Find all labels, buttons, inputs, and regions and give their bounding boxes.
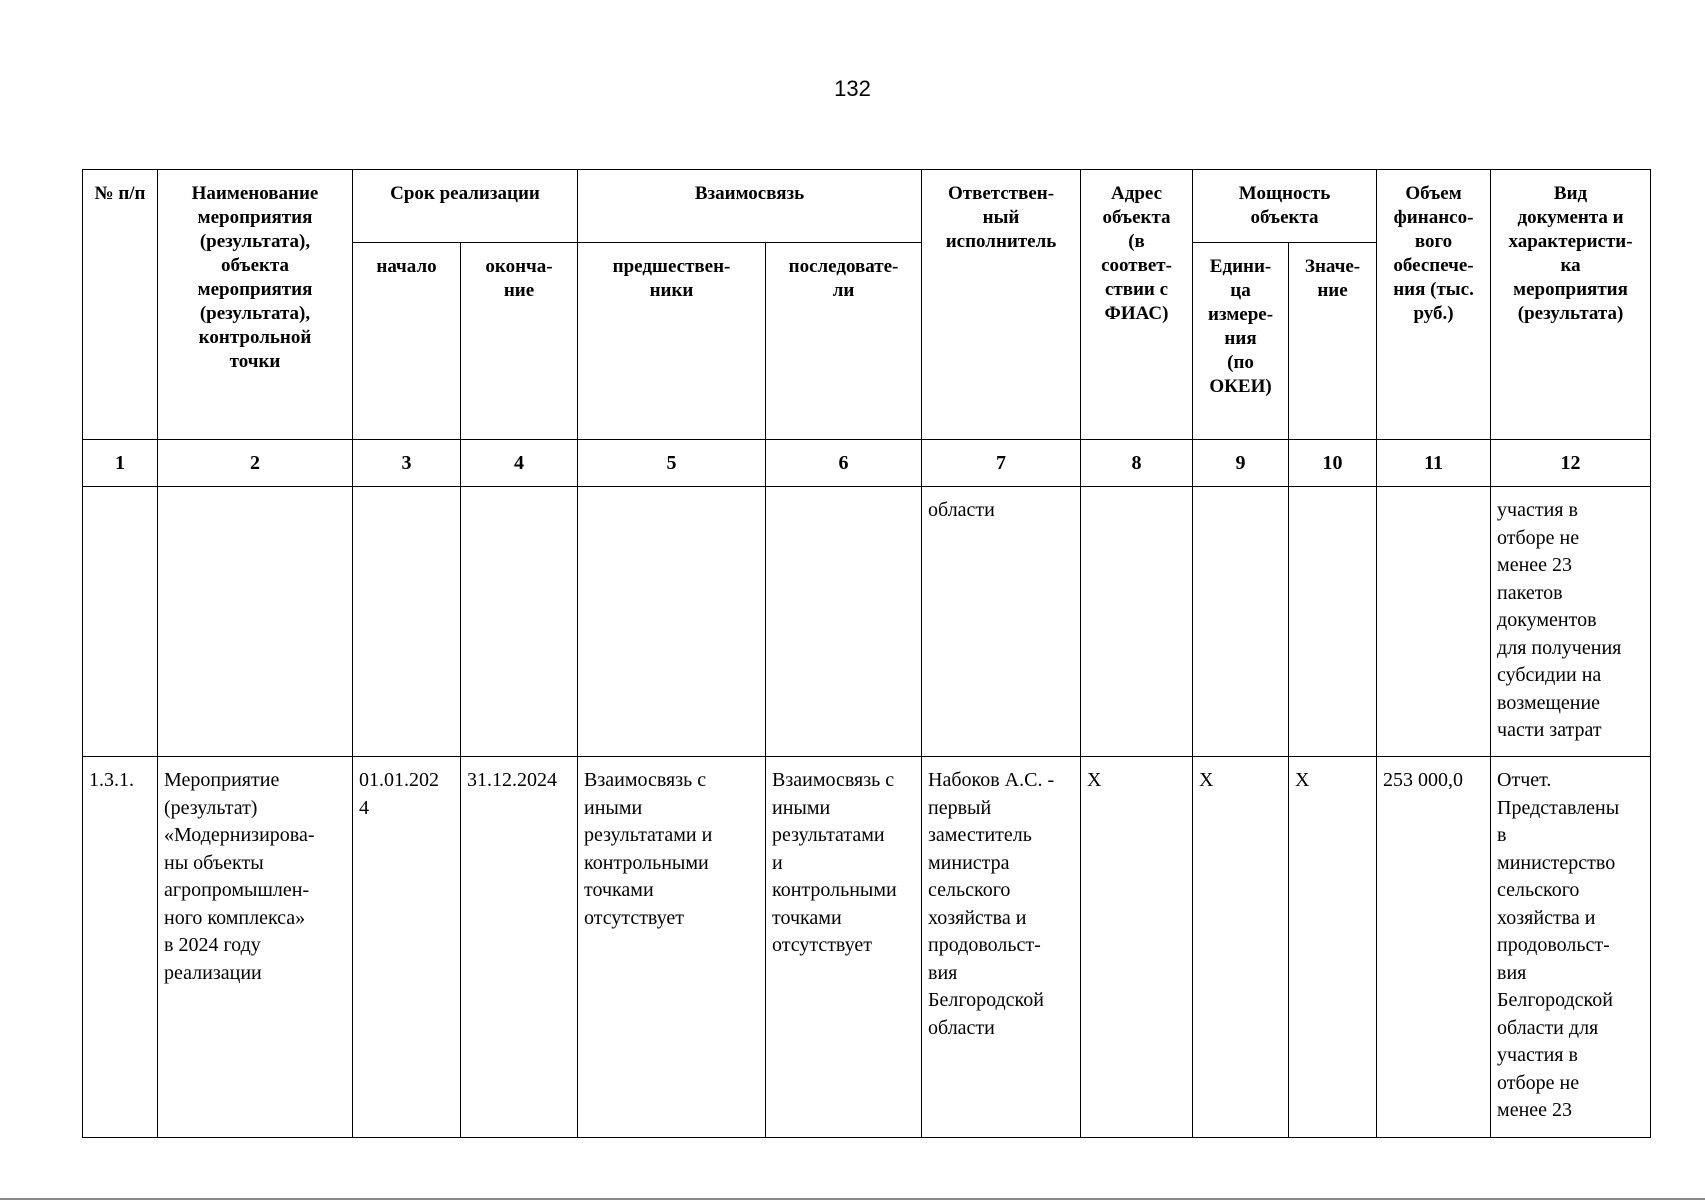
cell-start: [353, 487, 461, 757]
column-number: 5: [578, 440, 766, 487]
text-line: Взаимосвязь с: [772, 769, 895, 791]
text-line: документов: [1497, 609, 1597, 631]
header-name: [158, 170, 353, 440]
text-line: 4: [359, 796, 369, 819]
events-table: [82, 169, 1651, 1138]
text-line: X: [1199, 769, 1214, 791]
header-period: Срок реализации: [353, 170, 578, 243]
cell-responsible: [922, 757, 1081, 1138]
cell-name: [158, 757, 353, 1138]
header-doc-type: [1491, 170, 1651, 440]
column-number: 9: [1193, 440, 1289, 487]
column-numbers-row: [83, 440, 1651, 487]
text-line: менее 23: [1497, 1099, 1573, 1121]
text-line: продовольст-: [1497, 934, 1610, 956]
column-number: 12: [1491, 440, 1651, 487]
text-line: характеристи-: [1508, 231, 1633, 252]
text-line: Вид: [1553, 183, 1588, 204]
cell-responsible: [922, 487, 1081, 757]
cell-address: [1081, 757, 1193, 1138]
text-line: последовате-: [788, 256, 899, 277]
text-line: Мощность: [1238, 183, 1331, 204]
text-line: Белгородской: [928, 989, 1044, 1011]
cell-unit: [1193, 487, 1289, 757]
text-line: объекта: [1102, 207, 1171, 228]
text-line: ние: [503, 280, 535, 301]
header-responsible: [922, 170, 1081, 440]
text-line: в: [1497, 824, 1507, 846]
text-line: вия: [1497, 961, 1527, 984]
text-line: для получения: [1497, 636, 1622, 659]
text-line: измере-: [1208, 304, 1274, 325]
text-line: ния: [1224, 328, 1257, 349]
text-line: продовольст-: [928, 934, 1041, 956]
text-line: ного комплекса»: [164, 906, 306, 929]
text-line: (результата): [1517, 303, 1624, 324]
text-line: точками: [772, 906, 842, 929]
cell-value: [1289, 487, 1377, 757]
text-line: Едини-: [1209, 256, 1272, 277]
header-value: [1289, 243, 1377, 440]
column-number: 4: [461, 440, 578, 487]
text-line: предшествен-: [612, 256, 731, 277]
text-line: хозяйства и: [928, 906, 1027, 929]
text-line: Мероприятие: [164, 769, 280, 791]
text-line: ны объекты: [164, 851, 264, 874]
text-line: (результата),: [199, 303, 311, 324]
cell-unit: [1193, 757, 1289, 1138]
text-line: (результата),: [199, 231, 311, 252]
text-line: заместитель: [928, 824, 1032, 846]
text-line: Взаимосвязь с: [584, 769, 707, 791]
cell-financing: [1377, 487, 1491, 757]
text-line: участия в: [1497, 499, 1578, 521]
text-line: части затрат: [1497, 719, 1602, 741]
text-line: Набоков А.С. -: [928, 769, 1055, 791]
table-row: [83, 757, 1651, 1138]
text-line: отборе не: [1497, 1071, 1580, 1094]
cell-number: [83, 487, 158, 757]
text-line: министерство: [1497, 851, 1616, 874]
text-line: 31.12.2024: [467, 769, 557, 791]
text-line: (в: [1128, 231, 1145, 252]
column-number: 7: [922, 440, 1081, 487]
text-line: оконча-: [485, 256, 553, 277]
text-line: агропромышлен-: [164, 879, 310, 901]
text-line: результатами: [772, 824, 885, 846]
text-line: (по: [1227, 352, 1254, 373]
text-line: отборе не: [1497, 526, 1580, 549]
cell-name: [158, 487, 353, 757]
text-line: области для: [1497, 1016, 1599, 1039]
text-line: объекта: [220, 255, 290, 276]
text-line: возмещение: [1497, 691, 1601, 714]
text-line: области: [928, 1016, 995, 1039]
text-line: ОКЕИ): [1209, 376, 1272, 397]
header-start: начало: [353, 243, 461, 440]
text-line: объекта: [1250, 207, 1319, 228]
text-line: в 2024 году: [164, 934, 261, 956]
cell-successors: [766, 757, 922, 1138]
text-line: контрольной: [198, 327, 312, 348]
text-line: ние: [1317, 280, 1348, 301]
text-line: ствии с: [1104, 279, 1169, 300]
text-line: ники: [649, 280, 694, 301]
cell-number: [83, 757, 158, 1138]
text-line: 253 000,0: [1383, 769, 1464, 791]
text-line: Наименование: [191, 183, 319, 204]
text-line: мероприятия: [197, 279, 313, 300]
column-number: 8: [1081, 440, 1193, 487]
column-number: 1: [83, 440, 158, 487]
text-line: области: [928, 499, 995, 521]
header-financing: [1377, 170, 1491, 440]
text-line: ца: [1230, 280, 1251, 301]
text-line: точками: [584, 879, 654, 901]
text-line: 01.01.202: [359, 769, 439, 791]
text-line: исполнитель: [945, 231, 1057, 252]
text-line: контрольными: [584, 851, 709, 874]
cell-doc-type: [1491, 487, 1651, 757]
text-line: иными: [584, 796, 643, 819]
header-relation: Взаимосвязь: [578, 170, 922, 243]
text-line: министра: [928, 851, 1010, 874]
cell-doc-type: [1491, 757, 1651, 1138]
cell-financing: [1377, 757, 1491, 1138]
text-line: субсидии на: [1497, 664, 1602, 686]
text-line: Объем: [1405, 183, 1462, 204]
text-line: результатами и: [584, 824, 713, 846]
text-line: соответ-: [1101, 255, 1172, 276]
text-line: финансо-: [1393, 207, 1474, 228]
text-line: точки: [229, 351, 281, 372]
text-line: Белгородской: [1497, 989, 1613, 1011]
cell-predecessors: [578, 487, 766, 757]
text-line: иными: [772, 796, 831, 819]
header-unit: [1193, 243, 1289, 440]
header-capacity: [1193, 170, 1377, 243]
text-line: сельского: [1497, 879, 1580, 901]
text-line: ФИАС): [1104, 303, 1169, 324]
text-line: 1.3.1.: [89, 769, 134, 791]
text-line: ли: [832, 280, 855, 301]
column-number: 11: [1377, 440, 1491, 487]
header-address: [1081, 170, 1193, 440]
column-number: 2: [158, 440, 353, 487]
text-line: менее 23: [1497, 554, 1573, 576]
cell-address: [1081, 487, 1193, 757]
cell-predecessors: [578, 757, 766, 1138]
text-line: Значе-: [1304, 256, 1361, 277]
header-successors: [766, 243, 922, 440]
text-line: обеспече-: [1393, 255, 1474, 276]
cell-value: [1289, 757, 1377, 1138]
column-number: 10: [1289, 440, 1377, 487]
text-line: сельского: [928, 879, 1011, 901]
text-line: ный: [982, 207, 1020, 228]
text-line: участия в: [1497, 1044, 1578, 1066]
cell-end: [461, 757, 578, 1138]
cell-start: [353, 757, 461, 1138]
text-line: контрольными: [772, 879, 897, 901]
text-line: пакетов: [1497, 581, 1563, 604]
header-end: [461, 243, 578, 440]
column-number: 6: [766, 440, 922, 487]
text-line: Отчет.: [1497, 769, 1552, 791]
text-line: ния (тыс.: [1393, 279, 1474, 300]
text-line: мероприятия: [197, 207, 313, 228]
header-predecessors: [578, 243, 766, 440]
page-number: 132: [834, 76, 871, 101]
text-line: Ответствен-: [947, 183, 1055, 204]
text-line: руб.): [1413, 303, 1454, 324]
text-line: реализации: [164, 961, 262, 984]
text-line: первый: [928, 796, 992, 819]
cell-end: [461, 487, 578, 757]
text-line: мероприятия: [1513, 279, 1628, 300]
header-number: № п/п: [83, 170, 158, 440]
text-line: X: [1087, 769, 1102, 791]
text-line: отсутствует: [772, 934, 873, 956]
text-line: (результат): [164, 796, 258, 819]
text-line: Представлены: [1497, 796, 1620, 819]
column-number: 3: [353, 440, 461, 487]
text-line: хозяйства и: [1497, 906, 1596, 929]
text-line: вия: [928, 961, 958, 984]
text-line: X: [1295, 769, 1310, 791]
text-line: отсутствует: [584, 906, 685, 929]
cell-successors: [766, 487, 922, 757]
text-line: документа и: [1517, 207, 1624, 228]
text-line: Адрес: [1111, 183, 1163, 204]
text-line: «Модернизирова-: [164, 824, 315, 846]
text-line: и: [772, 851, 783, 874]
table-row: [83, 487, 1651, 757]
text-line: вого: [1414, 231, 1453, 252]
text-line: ка: [1560, 255, 1581, 276]
